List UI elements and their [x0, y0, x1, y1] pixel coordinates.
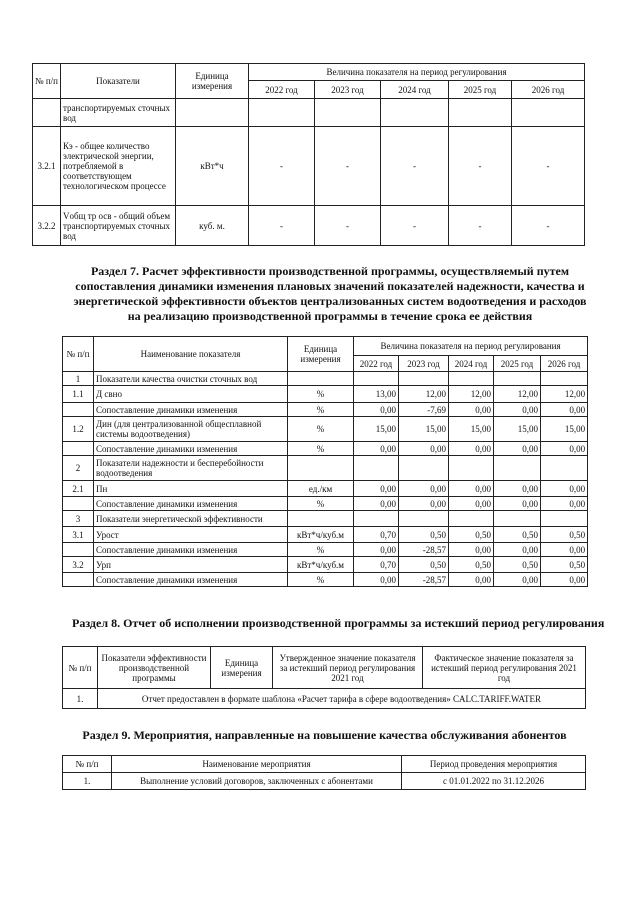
header-unit: Единица измерения [288, 337, 354, 372]
cell-value: - [449, 127, 512, 206]
header-year: 2026 год [512, 81, 585, 99]
table-section7 [62, 336, 588, 587]
cell-value: - [449, 206, 512, 246]
cell-value: 0,00 [449, 481, 494, 497]
header-unit: Единица измерения [176, 64, 249, 99]
cell-num: 3.2.2 [33, 206, 61, 246]
table-indicators-continued [32, 63, 585, 246]
cell-num [63, 543, 94, 557]
cell-value: 0,50 [541, 557, 588, 573]
cell-value: 0,50 [399, 527, 449, 543]
cell-unit: % [288, 403, 354, 417]
cell-value: 0,00 [399, 497, 449, 511]
cell-name: Выполнение условий договоров, заключенных с абонентами [112, 773, 402, 790]
cell-value [541, 511, 588, 527]
cell-num: 2.1 [63, 481, 94, 497]
cell-value: 0,00 [541, 573, 588, 587]
cell-value: 0,50 [494, 527, 541, 543]
cell-value: 15,00 [399, 417, 449, 442]
cell-value: 15,00 [541, 417, 588, 442]
cell-value: 0,00 [494, 481, 541, 497]
cell-value [541, 372, 588, 386]
cell-num: 1. [63, 689, 98, 709]
cell-num: 1. [63, 773, 112, 790]
cell-value [381, 99, 449, 127]
cell-value: 0,00 [541, 497, 588, 511]
cell-value: 0,00 [494, 543, 541, 557]
cell-name: Сопоставление динамики изменения [94, 543, 288, 557]
cell-value [449, 372, 494, 386]
cell-name: Сопоставление динамики изменения [94, 442, 288, 456]
cell-period: с 01.01.2022 по 31.12.2026 [402, 773, 586, 790]
cell-value [449, 456, 494, 481]
cell-num: 3.2 [63, 557, 94, 573]
cell-value: - [381, 127, 449, 206]
cell-name: Кэ - общее количество электрической энергии, потребляемой в соответствующем технологическом процессе [61, 127, 176, 206]
cell-unit: % [288, 497, 354, 511]
cell-value: 15,00 [354, 417, 399, 442]
cell-num: 1 [63, 372, 94, 386]
cell-name: Сопоставление динамики изменения [94, 573, 288, 587]
cell-value: 12,00 [494, 386, 541, 403]
header-num: № п/п [33, 64, 61, 99]
cell-value: 12,00 [449, 386, 494, 403]
cell-num: 1.2 [63, 417, 94, 442]
table-row [63, 417, 588, 442]
cell-value: 0,00 [541, 403, 588, 417]
cell-unit [288, 456, 354, 481]
cell-value: 0,50 [449, 557, 494, 573]
cell-value: 15,00 [449, 417, 494, 442]
table-row [33, 127, 585, 206]
cell-num [63, 497, 94, 511]
cell-value: 0,00 [494, 403, 541, 417]
table-section8 [62, 646, 586, 709]
cell-unit: % [288, 573, 354, 587]
header-indicators: Показатели [61, 64, 176, 99]
cell-value [249, 99, 315, 127]
cell-unit: % [288, 386, 354, 403]
cell-value: 12,00 [399, 386, 449, 403]
cell-value [354, 372, 399, 386]
cell-value [399, 456, 449, 481]
header-year: 2024 год [381, 81, 449, 99]
table-row [63, 557, 588, 573]
cell-value: -28,57 [399, 543, 449, 557]
cell-value: - [315, 127, 381, 206]
cell-value: - [512, 206, 585, 246]
cell-num: 1.1 [63, 386, 94, 403]
cell-name: Показатели надежности и бесперебойности водоотведения [94, 456, 288, 481]
cell-unit: кВт*ч/куб.м [288, 527, 354, 543]
table-row [63, 689, 586, 709]
cell-value: 0,00 [354, 481, 399, 497]
cell-unit [288, 511, 354, 527]
cell-value [494, 511, 541, 527]
header-value-group: Величина показателя на период регулирования [354, 337, 588, 356]
cell-value [354, 456, 399, 481]
cell-value: 0,00 [354, 442, 399, 456]
cell-value: 0,00 [541, 442, 588, 456]
cell-value [399, 511, 449, 527]
cell-name: Vобщ тр осв - общий объем транспортируемых сточных вод [61, 206, 176, 246]
cell-num: 3.2.1 [33, 127, 61, 206]
cell-value [399, 372, 449, 386]
table-row [63, 773, 586, 790]
cell-value: 0,00 [354, 573, 399, 587]
cell-name: Сопоставление динамики изменения [94, 497, 288, 511]
section8-title: Раздел 8. Отчет об исполнении производственной программы за истекший период регулирования [72, 616, 605, 630]
cell-value: 0,50 [449, 527, 494, 543]
cell-name: Д свно [94, 386, 288, 403]
table-section9 [62, 755, 586, 790]
cell-value: 15,00 [494, 417, 541, 442]
cell-value: 0,00 [494, 573, 541, 587]
cell-value [512, 99, 585, 127]
section9-title: Раздел 9. Мероприятия, направленные на повышение качества обслуживания абонентов [82, 728, 567, 742]
table-row [63, 456, 588, 481]
table-row [63, 543, 588, 557]
header-value-group: Величина показателя на период регулирования [249, 64, 585, 81]
cell-value: 0,00 [354, 403, 399, 417]
cell-num [63, 573, 94, 587]
cell-unit: ед./км [288, 481, 354, 497]
cell-value: 13,00 [354, 386, 399, 403]
cell-name: Дин (для централизованной общесплавной системы водоотведения) [94, 417, 288, 442]
cell-value: 0,00 [399, 481, 449, 497]
cell-value [449, 99, 512, 127]
cell-value: 0,50 [541, 527, 588, 543]
cell-value [449, 511, 494, 527]
cell-value: - [249, 206, 315, 246]
header-indicators: Показатели эффективности производственной программы [98, 647, 211, 689]
table-row [63, 573, 588, 587]
cell-unit: % [288, 543, 354, 557]
cell-value: -7,69 [399, 403, 449, 417]
cell-num [63, 403, 94, 417]
header-approved: Утвержденное значение показателя за истекший период регулирования 2021 год [273, 647, 423, 689]
section7-title: Раздел 7. Расчет эффективности производственной программы, осуществляемый путем сопоставления динамики изменения плановых значений показателей надежности, качества и энергетической эффективности объектов централизованных систем водоотведения и расходов на реализацию производственной программы в течение срока ее действия [73, 264, 587, 323]
cell-value [494, 456, 541, 481]
header-unit: Единица измерения [211, 647, 273, 689]
cell-name: Сопоставление динамики изменения [94, 403, 288, 417]
cell-value: 12,00 [541, 386, 588, 403]
cell-unit: кВт*ч/куб.м [288, 557, 354, 573]
cell-name: Урп [94, 557, 288, 573]
cell-value: 0,50 [494, 557, 541, 573]
cell-value: 0,00 [354, 543, 399, 557]
header-year: 2025 год [449, 81, 512, 99]
header-year: 2026 год [541, 356, 588, 372]
cell-num: 3.1 [63, 527, 94, 543]
cell-num [63, 442, 94, 456]
cell-unit: кВт*ч [176, 127, 249, 206]
cell-value: 0,00 [494, 497, 541, 511]
cell-value: 0,00 [449, 442, 494, 456]
header-num: № п/п [63, 337, 94, 372]
header-year: 2023 год [315, 81, 381, 99]
cell-value: 0,00 [541, 481, 588, 497]
cell-value: - [381, 206, 449, 246]
header-num: № п/п [63, 756, 112, 773]
cell-value: 0,00 [494, 442, 541, 456]
header-name: Наименование показателя [94, 337, 288, 372]
cell-name: Пн [94, 481, 288, 497]
cell-value: 0,00 [541, 543, 588, 557]
cell-unit [288, 372, 354, 386]
header-actual: Фактическое значение показателя за истекший период регулирования 2021 год [423, 647, 586, 689]
cell-unit [176, 99, 249, 127]
table-row [33, 99, 585, 127]
cell-value: 0,00 [399, 442, 449, 456]
cell-name: Урост [94, 527, 288, 543]
cell-name: Показатели качества очистки сточных вод [94, 372, 288, 386]
cell-report: Отчет предоставлен в формате шаблона «Расчет тарифа в сфере водоотведения» CALC.TARIFF.WATER [98, 689, 586, 709]
cell-value: 0,00 [354, 497, 399, 511]
cell-name: транспортируемых сточных вод [61, 99, 176, 127]
cell-value: 0,00 [449, 403, 494, 417]
cell-value [541, 456, 588, 481]
header-period: Период проведения мероприятия [402, 756, 586, 773]
cell-value: 0,00 [449, 543, 494, 557]
cell-value: 0,50 [399, 557, 449, 573]
cell-name: Показатели энергетической эффективности [94, 511, 288, 527]
cell-num [33, 99, 61, 127]
cell-value [354, 511, 399, 527]
table-row [63, 481, 588, 497]
table-row [63, 403, 588, 417]
cell-value: - [249, 127, 315, 206]
header-year: 2025 год [494, 356, 541, 372]
cell-value: -28,57 [399, 573, 449, 587]
cell-unit: куб. м. [176, 206, 249, 246]
cell-value [494, 372, 541, 386]
header-year: 2024 год [449, 356, 494, 372]
table-row [63, 386, 588, 403]
header-year: 2022 год [354, 356, 399, 372]
cell-value: 0,70 [354, 527, 399, 543]
table-row [63, 511, 588, 527]
cell-value: 0,00 [449, 573, 494, 587]
table-row [63, 372, 588, 386]
cell-value: - [512, 127, 585, 206]
cell-unit: % [288, 417, 354, 442]
header-year: 2022 год [249, 81, 315, 99]
cell-value: 0,70 [354, 557, 399, 573]
table-row [33, 206, 585, 246]
table-row [63, 527, 588, 543]
cell-value: - [315, 206, 381, 246]
cell-unit: % [288, 442, 354, 456]
cell-value [315, 99, 381, 127]
header-name: Наименование мероприятия [112, 756, 402, 773]
header-year: 2023 год [399, 356, 449, 372]
header-num: № п/п [63, 647, 98, 689]
cell-num: 2 [63, 456, 94, 481]
cell-value: 0,00 [449, 497, 494, 511]
table-row [63, 497, 588, 511]
cell-num: 3 [63, 511, 94, 527]
table-row [63, 442, 588, 456]
